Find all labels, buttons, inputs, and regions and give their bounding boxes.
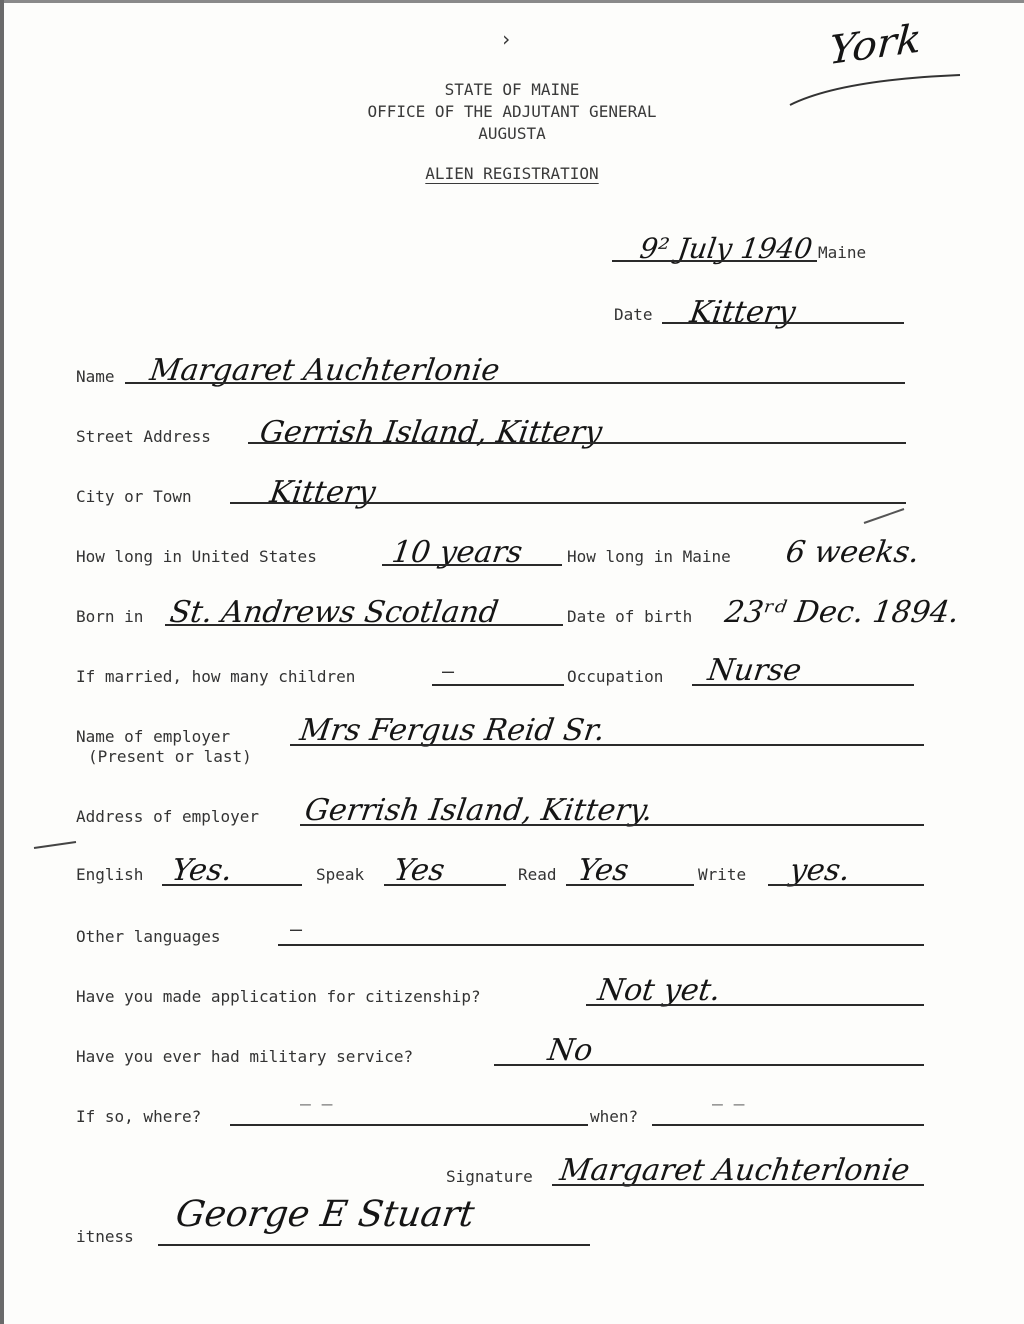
when-label: when? [590, 1107, 639, 1126]
ink-mark: › [500, 27, 513, 51]
speak-line [384, 884, 506, 886]
military-value: No [545, 1033, 595, 1068]
read-line [566, 884, 694, 886]
town-value: Kittery [687, 295, 798, 330]
english-label: English [76, 865, 144, 884]
ink-stroke [860, 505, 910, 527]
employer-label: Name of employer [76, 727, 231, 746]
born-in-value: St. Andrews Scotland [167, 595, 501, 630]
write-label: Write [698, 865, 747, 884]
signature-label: Signature [446, 1167, 533, 1186]
form-title: ALIEN REGISTRATION [425, 164, 599, 183]
how-long-us-line [382, 564, 562, 566]
speak-value: Yes [391, 853, 447, 888]
how-long-maine-label: How long in Maine [567, 547, 731, 566]
read-label: Read [518, 865, 557, 884]
citizenship-label: Have you made application for citizenship? [76, 987, 481, 1006]
how-long-us-label: How long in United States [76, 547, 317, 566]
signature-line [552, 1184, 924, 1186]
when-value: — — [712, 1094, 745, 1115]
city-value: Kittery [267, 475, 378, 510]
witness-line [158, 1244, 590, 1246]
speak-label: Speak [316, 865, 365, 884]
name-line [125, 382, 905, 384]
english-value: Yes. [169, 853, 235, 888]
city-line [230, 502, 906, 504]
date-of-birth-value: 23ʳᵈ Dec. 1894. [722, 595, 962, 630]
employer-address-value: Gerrish Island, Kittery. [302, 793, 655, 828]
town-line [662, 322, 904, 324]
where-label: If so, where? [76, 1107, 202, 1126]
other-languages-label: Other languages [76, 927, 221, 946]
ink-stroke [30, 838, 80, 852]
street-address-value: Gerrish Island, Kittery [257, 415, 605, 450]
signature-value: Margaret Auchterlonie [557, 1153, 912, 1188]
witness-value: George E Stuart [173, 1194, 477, 1235]
employer-value: Mrs Fergus Reid Sr. [297, 713, 608, 748]
employer-address-label: Address of employer [76, 807, 260, 826]
military-label: Have you ever had military service? [76, 1047, 414, 1066]
where-line [230, 1124, 588, 1126]
military-line [494, 1064, 924, 1066]
how-long-us-value: 10 years [389, 535, 525, 570]
where-value: — — [300, 1094, 333, 1115]
header-state: STATE OF MAINE [444, 80, 580, 99]
date-line [612, 260, 817, 262]
children-line [432, 684, 564, 686]
born-in-label: Born in [76, 607, 144, 626]
english-line [162, 884, 302, 886]
name-value: Margaret Auchterlonie [147, 353, 502, 388]
header-office: OFFICE OF THE ADJUTANT GENERAL [367, 102, 657, 121]
street-address-line [248, 442, 906, 444]
occupation-value: Nurse [705, 653, 804, 688]
date-label: Date [614, 305, 653, 324]
read-value: Yes [575, 853, 631, 888]
write-value: yes. [787, 853, 853, 888]
other-languages-value: — [290, 917, 303, 941]
born-in-line [165, 624, 563, 626]
when-line [652, 1124, 924, 1126]
occupation-line [692, 684, 914, 686]
state-suffix-label: Maine [818, 243, 867, 262]
employer-note: (Present or last) [88, 747, 252, 766]
city-label: City or Town [76, 487, 192, 506]
date-value: 9² July 1940 [637, 232, 815, 265]
citizenship-value: Not yet. [595, 973, 723, 1008]
date-of-birth-label: Date of birth [567, 607, 693, 626]
other-languages-line [278, 944, 924, 946]
occupation-label: Occupation [567, 667, 664, 686]
corner-note: York [827, 15, 923, 75]
employer-address-line [300, 824, 924, 826]
how-long-maine-value: 6 weeks. [783, 535, 922, 570]
citizenship-line [586, 1004, 924, 1006]
employer-line [290, 744, 924, 746]
street-address-label: Street Address [76, 427, 211, 446]
witness-label: itness [76, 1227, 134, 1246]
header-city: AUGUSTA [478, 124, 546, 143]
name-label: Name [76, 367, 115, 386]
children-label: If married, how many children [76, 667, 356, 686]
children-value: — [442, 659, 455, 683]
write-line [768, 884, 924, 886]
